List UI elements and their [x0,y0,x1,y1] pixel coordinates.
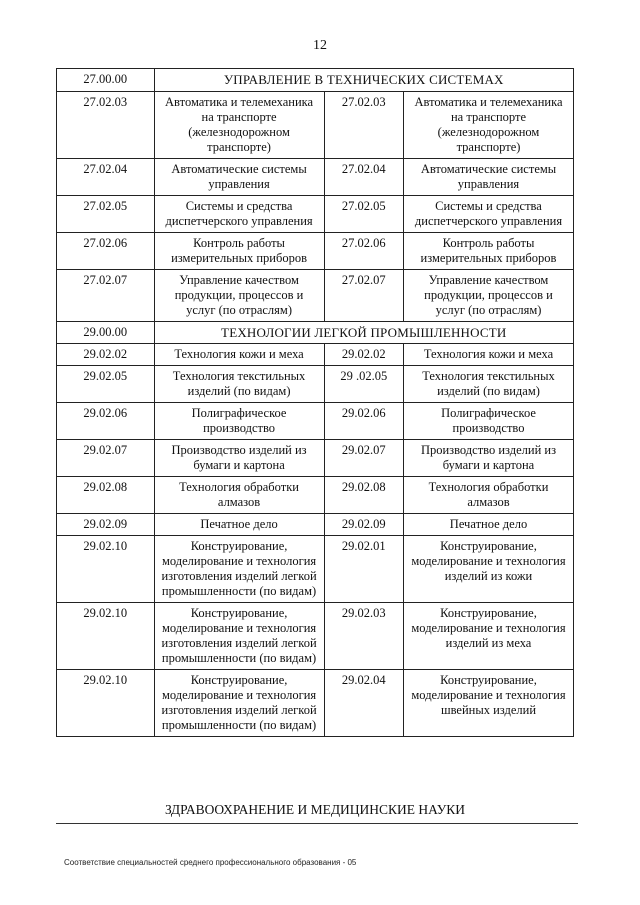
specialty-name: Системы и средства диспетчерского управления [154,195,324,232]
section-row [57,321,574,344]
specialty-code: 27.02.07 [57,269,155,321]
matched-code: 29.02.04 [324,670,403,737]
specialty-code: 29.02.10 [57,536,155,603]
footer-note: Соответствие специальностей среднего профессионального образования - 05 [64,858,357,867]
specialty-code: 29.02.07 [57,440,155,477]
table-row [57,603,574,670]
specialty-name: Печатное дело [154,514,324,536]
matched-name: Конструирование, моделирование и технология изделий из меха [404,603,574,670]
specialty-code: 29.02.10 [57,670,155,737]
specialty-name: Производство изделий из бумаги и картона [154,440,324,477]
matched-code: 29.02.08 [324,477,403,514]
matched-name: Конструирование, моделирование и технология изделий из кожи [404,536,574,603]
section-title: ТЕХНОЛОГИИ ЛЕГКОЙ ПРОМЫШЛЕННОСТИ [154,321,573,344]
matched-name: Технология кожи и меха [404,344,574,366]
specialty-name: Конструирование, моделирование и технология изготовления изделий легкой промышленности (по видам) [154,536,324,603]
section-row [57,69,574,92]
matched-name: Конструирование, моделирование и технология швейных изделий [404,670,574,737]
specialty-name: Конструирование, моделирование и технология изготовления изделий легкой промышленности (по видам) [154,603,324,670]
table-row [57,366,574,403]
table-row [57,477,574,514]
matched-name: Полиграфическое производство [404,403,574,440]
next-section-heading: ЗДРАВООХРАНЕНИЕ И МЕДИЦИНСКИЕ НАУКИ [164,802,466,817]
table-row [57,158,574,195]
matched-name: Управление качеством продукции, процессов и услуг (по отраслям) [404,269,574,321]
matched-code: 29.02.01 [324,536,403,603]
matched-name: Автоматика и телемеханика на транспорте (железнодорожном транспорте) [404,91,574,158]
specialty-code: 29.02.06 [57,403,155,440]
specialty-code: 27.02.04 [57,158,155,195]
matched-code: 27.02.05 [324,195,403,232]
specialty-code: 29.02.02 [57,344,155,366]
matched-code: 29.02.07 [324,440,403,477]
table-row [57,440,574,477]
matched-code: 29.02.03 [324,603,403,670]
specialty-name: Технология текстильных изделий (по видам) [154,366,324,403]
specialties-table [56,68,574,737]
specialty-name: Управление качеством продукции, процессов и услуг (по отраслям) [154,269,324,321]
specialty-name: Контроль работы измерительных приборов [154,232,324,269]
specialties-table-body [57,69,574,737]
matched-code: 27.02.03 [324,91,403,158]
matched-name: Системы и средства диспетчерского управления [404,195,574,232]
specialty-code: 27.02.06 [57,232,155,269]
matched-code: 29.02.09 [324,514,403,536]
matched-name: Технология текстильных изделий (по видам) [404,366,574,403]
specialty-name: Автоматика и телемеханика на транспорте (железнодорожном транспорте) [154,91,324,158]
table-row [57,195,574,232]
specialty-code: 29.02.09 [57,514,155,536]
matched-code: 29 .02.05 [324,366,403,403]
matched-name: Автоматические системы управления [404,158,574,195]
section-code: 27.00.00 [57,69,155,92]
matched-code: 29.02.06 [324,403,403,440]
table-row [57,670,574,737]
matched-code: 27.02.06 [324,232,403,269]
specialty-code: 29.02.05 [57,366,155,403]
specialty-name: Полиграфическое производство [154,403,324,440]
specialty-name: Автоматические системы управления [154,158,324,195]
section-code: 29.00.00 [57,321,155,344]
specialty-code: 27.02.03 [57,91,155,158]
table-row [57,91,574,158]
specialty-name: Технология кожи и меха [154,344,324,366]
matched-code: 29.02.02 [324,344,403,366]
specialty-code: 29.02.08 [57,477,155,514]
table-row [57,536,574,603]
matched-code: 27.02.04 [324,158,403,195]
matched-code: 27.02.07 [324,269,403,321]
section-title: УПРАВЛЕНИЕ В ТЕХНИЧЕСКИХ СИСТЕМАХ [154,69,573,92]
specialty-name: Технология обработки алмазов [154,477,324,514]
table-row [57,232,574,269]
specialty-code: 29.02.10 [57,603,155,670]
matched-name: Производство изделий из бумаги и картона [404,440,574,477]
page-number: 12 [313,38,327,53]
table-row [57,514,574,536]
footer-rule [56,823,578,824]
matched-name: Контроль работы измерительных приборов [404,232,574,269]
matched-name: Технология обработки алмазов [404,477,574,514]
table-row [57,403,574,440]
specialty-name: Конструирование, моделирование и технология изготовления изделий легкой промышленности (по видам) [154,670,324,737]
table-row [57,269,574,321]
specialty-code: 27.02.05 [57,195,155,232]
table-row [57,344,574,366]
matched-name: Печатное дело [404,514,574,536]
